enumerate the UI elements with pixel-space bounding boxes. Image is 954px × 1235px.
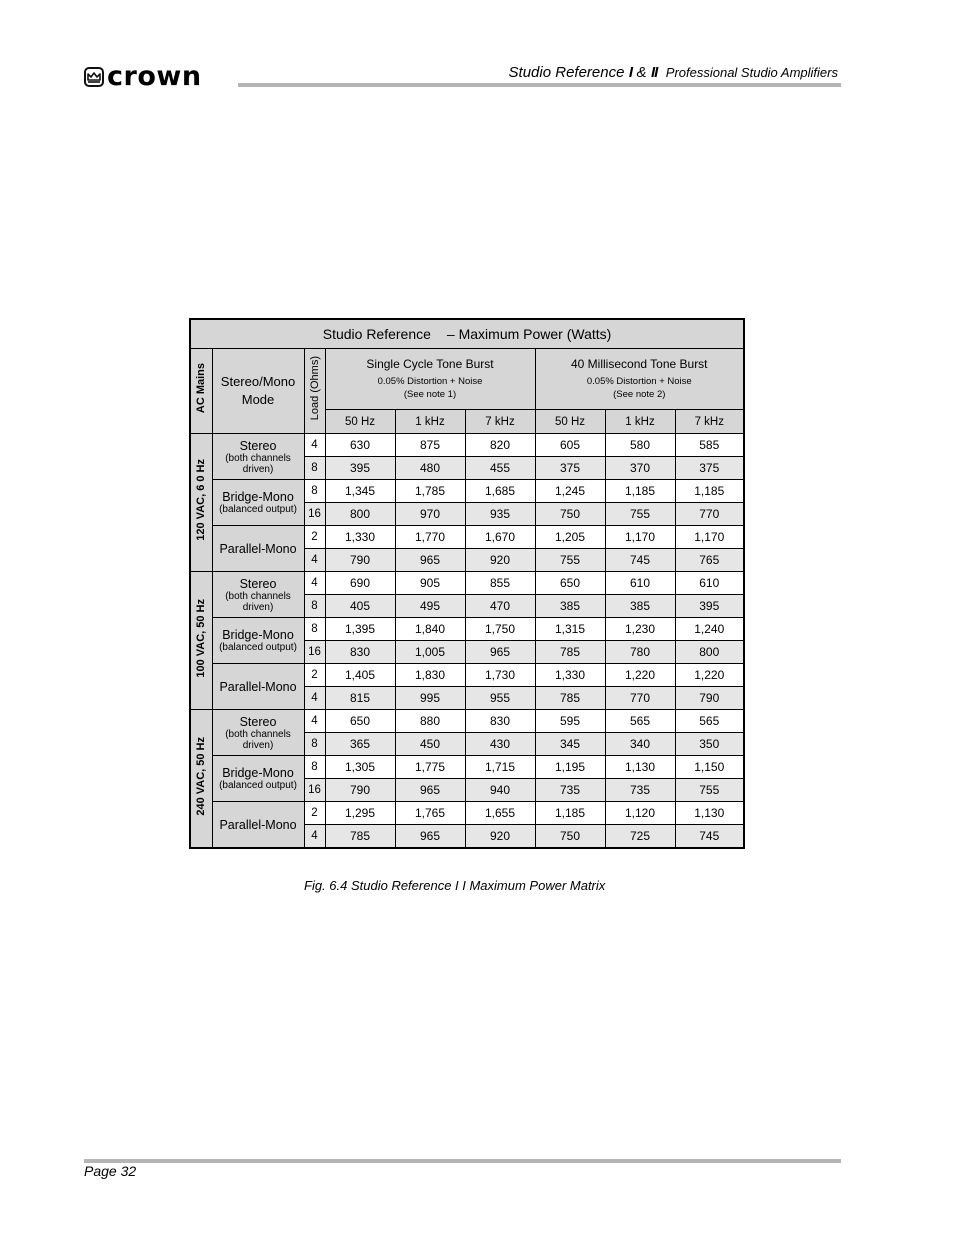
freq-header: 7 kHz — [465, 410, 535, 434]
mode-header-label: Stereo/Mono Mode — [220, 374, 296, 407]
mode-note: (both channels — [225, 452, 291, 464]
value-cell: 650 — [535, 572, 605, 595]
value-cell: 1,005 — [395, 641, 465, 664]
mode-cell — [212, 756, 304, 802]
value-cell: 1,765 — [395, 802, 465, 825]
value-cell: 1,195 — [535, 756, 605, 779]
table-row — [190, 618, 744, 641]
load-cell: 16 — [304, 641, 325, 664]
table-title-right: – Maximum Power (Watts) — [446, 326, 612, 342]
mode-name: Parallel-Mono — [219, 679, 297, 694]
value-cell: 1,830 — [395, 664, 465, 687]
value-cell: 350 — [675, 733, 744, 756]
value-cell: 905 — [395, 572, 465, 595]
load-cell: 8 — [304, 595, 325, 618]
value-cell: 830 — [465, 710, 535, 733]
value-cell: 770 — [675, 503, 744, 526]
value-cell: 830 — [325, 641, 395, 664]
crown-logo — [84, 61, 202, 92]
value-cell: 800 — [675, 641, 744, 664]
value-cell: 1,405 — [325, 664, 395, 687]
burst-header-2 — [535, 349, 744, 410]
value-cell: 480 — [395, 457, 465, 480]
value-cell: 790 — [675, 687, 744, 710]
burst-1-line1: 0.05% Distortion + Noise — [377, 376, 483, 387]
value-cell: 375 — [535, 457, 605, 480]
value-cell: 1,330 — [325, 526, 395, 549]
value-cell: 965 — [395, 549, 465, 572]
value-cell: 800 — [325, 503, 395, 526]
value-cell: 965 — [395, 779, 465, 802]
figure-caption: Fig. 6.4 Studio Reference I I Maximum Power Matrix — [304, 878, 606, 893]
table-row — [190, 802, 744, 825]
value-cell: 1,170 — [605, 526, 675, 549]
value-cell: 965 — [395, 825, 465, 849]
value-cell: 1,185 — [675, 480, 744, 503]
value-cell: 940 — [465, 779, 535, 802]
value-cell: 920 — [465, 825, 535, 849]
value-cell: 735 — [535, 779, 605, 802]
table-title-left: Studio Reference — [322, 326, 431, 342]
freq-header: 1 kHz — [605, 410, 675, 434]
load-cell: 8 — [304, 480, 325, 503]
header-roman-2: II — [650, 64, 658, 81]
value-cell: 1,220 — [605, 664, 675, 687]
value-cell: 595 — [535, 710, 605, 733]
value-cell: 790 — [325, 549, 395, 572]
mode-name: Bridge-Mono — [222, 766, 294, 780]
header-rule — [238, 83, 841, 87]
value-cell: 370 — [605, 457, 675, 480]
power-matrix-table — [189, 318, 745, 849]
value-cell: 785 — [535, 687, 605, 710]
freq-header: 50 Hz — [325, 410, 395, 434]
value-cell: 385 — [535, 595, 605, 618]
value-cell: 405 — [325, 595, 395, 618]
value-cell: 1,305 — [325, 756, 395, 779]
value-cell: 765 — [675, 549, 744, 572]
footer-rule — [84, 1159, 841, 1163]
value-cell: 385 — [605, 595, 675, 618]
value-cell: 455 — [465, 457, 535, 480]
value-cell: 780 — [605, 641, 675, 664]
value-cell: 970 — [395, 503, 465, 526]
load-cell: 8 — [304, 457, 325, 480]
value-cell: 580 — [605, 434, 675, 457]
table-row — [190, 664, 744, 687]
header-roman-1: I — [628, 64, 633, 81]
crown-glyph-icon — [87, 71, 101, 83]
value-cell: 725 — [605, 825, 675, 849]
load-cell: 4 — [304, 710, 325, 733]
value-cell: 755 — [675, 779, 744, 802]
value-cell: 1,315 — [535, 618, 605, 641]
value-cell: 1,750 — [465, 618, 535, 641]
table-row — [190, 572, 744, 595]
mode-name: Bridge-Mono — [222, 490, 294, 504]
table-row — [190, 526, 744, 549]
value-cell: 755 — [535, 549, 605, 572]
value-cell: 340 — [605, 733, 675, 756]
header-subtitle: Professional Studio Amplifiers — [665, 65, 838, 80]
load-cell: 4 — [304, 434, 325, 457]
value-cell: 1,730 — [465, 664, 535, 687]
value-cell: 1,130 — [605, 756, 675, 779]
value-cell: 1,785 — [395, 480, 465, 503]
freq-header: 50 Hz — [535, 410, 605, 434]
value-cell: 790 — [325, 779, 395, 802]
value-cell: 745 — [605, 549, 675, 572]
mode-cell — [212, 664, 304, 710]
value-cell: 745 — [675, 825, 744, 849]
ac-group-cell — [190, 572, 212, 710]
mode-cell — [212, 434, 304, 480]
burst-1-line2: (See note 1) — [403, 389, 457, 400]
value-cell: 1,150 — [675, 756, 744, 779]
mode-cell — [212, 572, 304, 618]
value-cell: 1,130 — [675, 802, 744, 825]
ac-group-cell — [190, 434, 212, 572]
value-cell: 770 — [605, 687, 675, 710]
header-title — [509, 64, 838, 82]
load-cell: 4 — [304, 572, 325, 595]
value-cell: 855 — [465, 572, 535, 595]
value-cell: 630 — [325, 434, 395, 457]
mode-note: (both channels — [225, 728, 291, 740]
value-cell: 375 — [675, 457, 744, 480]
mode-cell — [212, 480, 304, 526]
mode-name: Stereo — [239, 438, 277, 453]
value-cell: 750 — [535, 825, 605, 849]
value-cell: 610 — [605, 572, 675, 595]
value-cell: 875 — [395, 434, 465, 457]
value-cell: 1,770 — [395, 526, 465, 549]
value-cell: 1,205 — [535, 526, 605, 549]
value-cell: 785 — [325, 825, 395, 849]
mode-note: driven) — [242, 463, 274, 475]
value-cell: 1,330 — [535, 664, 605, 687]
value-cell: 735 — [605, 779, 675, 802]
mode-name: Stereo — [239, 576, 277, 591]
value-cell: 750 — [535, 503, 605, 526]
load-cell: 8 — [304, 756, 325, 779]
value-cell: 1,220 — [675, 664, 744, 687]
value-cell: 585 — [675, 434, 744, 457]
load-cell: 16 — [304, 503, 325, 526]
value-cell: 565 — [605, 710, 675, 733]
mode-header — [212, 349, 304, 434]
value-cell: 785 — [535, 641, 605, 664]
value-cell: 1,715 — [465, 756, 535, 779]
value-cell: 1,185 — [605, 480, 675, 503]
load-header-label: Load (Ohms) — [308, 356, 321, 421]
value-cell: 755 — [605, 503, 675, 526]
burst-2-title: 40 Millisecond Tone Burst — [571, 357, 708, 371]
mode-note: (both channels — [225, 590, 291, 602]
mode-note: driven) — [242, 601, 274, 613]
power-matrix — [189, 318, 745, 849]
burst-2-line1: 0.05% Distortion + Noise — [586, 376, 692, 387]
value-cell: 1,395 — [325, 618, 395, 641]
burst-header-1 — [325, 349, 535, 410]
ac-mains-header — [190, 349, 212, 434]
ac-group-label: 240 VAC, 50 Hz — [195, 736, 208, 816]
load-cell: 16 — [304, 779, 325, 802]
ac-group-cell — [190, 710, 212, 849]
header-amp: & — [636, 64, 647, 81]
freq-header: 1 kHz — [395, 410, 465, 434]
ac-group-label: 100 VAC, 50 Hz — [195, 598, 208, 678]
burst-2-line2: (See note 2) — [613, 389, 666, 400]
mode-name: Parallel-Mono — [219, 541, 297, 556]
value-cell: 1,775 — [395, 756, 465, 779]
value-cell: 1,170 — [675, 526, 744, 549]
mode-name: Bridge-Mono — [222, 628, 294, 642]
mode-name: Stereo — [239, 714, 277, 729]
value-cell: 345 — [535, 733, 605, 756]
load-header — [304, 349, 325, 434]
table-row — [190, 756, 744, 779]
value-cell: 1,655 — [465, 802, 535, 825]
value-cell: 1,185 — [535, 802, 605, 825]
value-cell: 1,230 — [605, 618, 675, 641]
mode-note: (balanced output) — [219, 504, 297, 515]
value-cell: 1,245 — [535, 480, 605, 503]
load-cell: 4 — [304, 825, 325, 849]
mode-cell — [212, 618, 304, 664]
page-number: Page 32 — [84, 1163, 137, 1179]
table-row — [190, 480, 744, 503]
value-cell: 395 — [325, 457, 395, 480]
crown-logo-icon — [84, 67, 104, 87]
value-cell: 955 — [465, 687, 535, 710]
value-cell: 1,840 — [395, 618, 465, 641]
mode-cell — [212, 802, 304, 849]
value-cell: 1,240 — [675, 618, 744, 641]
value-cell: 395 — [675, 595, 744, 618]
logo-wordmark: crown — [107, 61, 202, 92]
table-row — [190, 710, 744, 733]
value-cell: 610 — [675, 572, 744, 595]
value-cell: 1,120 — [605, 802, 675, 825]
value-cell: 1,295 — [325, 802, 395, 825]
value-cell: 365 — [325, 733, 395, 756]
value-cell: 935 — [465, 503, 535, 526]
load-cell: 8 — [304, 733, 325, 756]
value-cell: 650 — [325, 710, 395, 733]
mode-note: (balanced output) — [219, 780, 297, 791]
load-cell: 8 — [304, 618, 325, 641]
freq-header: 7 kHz — [675, 410, 744, 434]
header-title-main: Studio Reference — [508, 64, 625, 81]
value-cell: 995 — [395, 687, 465, 710]
value-cell: 820 — [465, 434, 535, 457]
matrix-body — [190, 434, 744, 849]
burst-1-title: Single Cycle Tone Burst — [366, 357, 494, 371]
value-cell: 965 — [465, 641, 535, 664]
value-cell: 495 — [395, 595, 465, 618]
value-cell: 605 — [535, 434, 605, 457]
load-cell: 2 — [304, 526, 325, 549]
value-cell: 470 — [465, 595, 535, 618]
value-cell: 430 — [465, 733, 535, 756]
value-cell: 450 — [395, 733, 465, 756]
load-cell: 4 — [304, 687, 325, 710]
ac-group-label: 120 VAC, 6 0 Hz — [195, 459, 208, 541]
mode-cell — [212, 526, 304, 572]
mode-cell — [212, 710, 304, 756]
load-cell: 4 — [304, 549, 325, 572]
table-row — [190, 434, 744, 457]
value-cell: 880 — [395, 710, 465, 733]
value-cell: 815 — [325, 687, 395, 710]
load-cell: 2 — [304, 802, 325, 825]
value-cell: 1,345 — [325, 480, 395, 503]
load-cell: 2 — [304, 664, 325, 687]
value-cell: 1,670 — [465, 526, 535, 549]
mode-note: driven) — [242, 739, 274, 751]
mode-name: Parallel-Mono — [219, 817, 297, 832]
ac-mains-label: AC Mains — [195, 363, 208, 414]
table-title — [190, 319, 744, 349]
value-cell: 565 — [675, 710, 744, 733]
mode-note: (balanced output) — [219, 642, 297, 653]
value-cell: 920 — [465, 549, 535, 572]
value-cell: 690 — [325, 572, 395, 595]
value-cell: 1,685 — [465, 480, 535, 503]
